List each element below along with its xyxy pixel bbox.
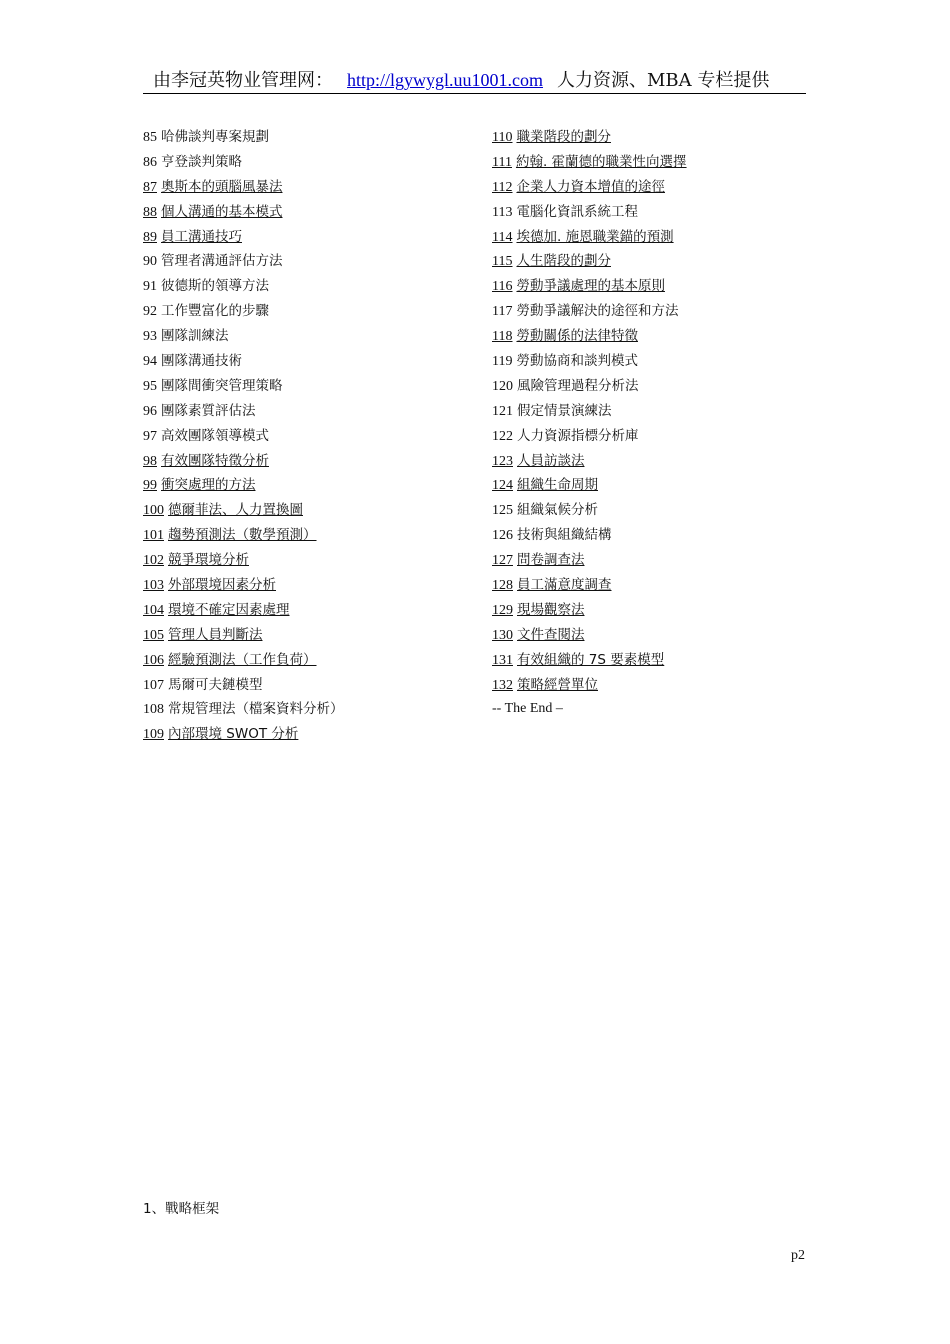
toc-item-title: 內部環境 SWOT 分析 <box>168 726 299 743</box>
toc-item-title: 員工滿意度調查 <box>517 577 612 594</box>
toc-item-title: 團隊訓練法 <box>161 328 229 345</box>
toc-item-number: 116 <box>492 279 513 295</box>
toc-item <box>143 349 344 374</box>
toc-item-number: 123 <box>492 453 513 469</box>
header-brand: 由李冠英物业管理网： <box>153 70 333 91</box>
toc-item-number: 131 <box>492 652 513 668</box>
toc-item-title: 風險管理過程分析法 <box>517 377 639 394</box>
header-tagline: 人力资源、MBA 专栏提供 <box>557 70 770 91</box>
toc-item-number: 119 <box>492 354 513 370</box>
toc-item-title: 勞動爭議解決的途徑和方法 <box>516 303 679 320</box>
toc-item-title: 有效團隊特徵分析 <box>161 452 269 469</box>
toc-item <box>143 324 344 349</box>
toc-item <box>492 349 687 374</box>
toc-item-title: 經驗預測法（工作負荷） <box>168 651 317 668</box>
toc-item-title: 技術與組織結構 <box>517 527 612 544</box>
toc-item-number: 93 <box>143 329 157 345</box>
toc-item-number: 130 <box>492 627 513 643</box>
toc-item-title: 彼德斯的領導方法 <box>161 278 269 295</box>
toc-item-number: 96 <box>143 403 157 419</box>
toc-item-number: 95 <box>143 378 157 394</box>
toc-item-number: 99 <box>143 478 157 494</box>
page-number: p2 <box>791 1248 805 1263</box>
toc-item[interactable] <box>492 548 687 573</box>
toc-item <box>143 274 344 299</box>
toc-item-title: 高效團隊領導模式 <box>161 427 269 444</box>
toc-item[interactable] <box>492 623 687 648</box>
toc-item-number: 127 <box>492 553 513 569</box>
toc-item-title: 趨勢預測法（數學預測） <box>168 527 317 544</box>
toc-item-title: 問卷調查法 <box>517 552 585 569</box>
toc-item-number: 113 <box>492 204 513 220</box>
toc-item-title: 現場觀察法 <box>517 601 585 618</box>
toc-item[interactable] <box>143 573 344 598</box>
toc-item[interactable] <box>143 498 344 523</box>
toc-item-number: 118 <box>492 329 513 345</box>
toc-item <box>492 523 687 548</box>
toc-item-number: 104 <box>143 602 164 618</box>
toc-item-title: 奧斯本的頭腦風暴法 <box>161 178 283 195</box>
toc-item[interactable] <box>492 598 687 623</box>
toc-item[interactable] <box>143 175 344 200</box>
toc-item[interactable] <box>492 449 687 474</box>
toc-item[interactable] <box>143 548 344 573</box>
toc-item-number: 90 <box>143 254 157 270</box>
toc-item-number: 89 <box>143 229 157 245</box>
toc-item-title: 約翰. 霍蘭德的職業性向選擇 <box>515 153 687 170</box>
toc-item-number: 88 <box>143 204 157 220</box>
end-marker: -- The End – <box>492 701 563 717</box>
toc-item[interactable] <box>143 523 344 548</box>
toc-item-number: 126 <box>492 528 513 544</box>
toc-item <box>492 498 687 523</box>
toc-item[interactable] <box>492 249 687 274</box>
toc-item-number: 132 <box>492 677 513 693</box>
toc-item[interactable] <box>492 175 687 200</box>
toc-item-number: 103 <box>143 578 164 594</box>
toc-item[interactable] <box>492 125 687 150</box>
toc-item-number: 121 <box>492 403 513 419</box>
toc-item <box>492 200 687 225</box>
toc-item[interactable] <box>492 225 687 250</box>
toc-item-number: 115 <box>492 254 513 270</box>
toc-item-title: 管理者溝通評估方法 <box>161 253 283 270</box>
toc-item[interactable] <box>143 623 344 648</box>
toc-item[interactable] <box>492 150 687 175</box>
toc-item[interactable] <box>492 648 687 673</box>
toc-item-title: 團隊素質評估法 <box>161 402 256 419</box>
toc-item <box>143 673 344 698</box>
toc-item-title: 勞動協商和談判模式 <box>516 353 638 370</box>
toc-item-number: 114 <box>492 229 513 245</box>
toc-item[interactable] <box>492 324 687 349</box>
toc-item <box>492 374 687 399</box>
toc-item-title: 有效組織的 7S 要素模型 <box>517 651 665 668</box>
toc-item-number: 124 <box>492 478 513 494</box>
toc-item-title: 亨登談判策略 <box>161 153 242 170</box>
toc-item-title: 員工溝通技巧 <box>161 228 242 245</box>
toc-item-number: 112 <box>492 179 513 195</box>
toc-item[interactable] <box>143 473 344 498</box>
toc-item[interactable] <box>143 648 344 673</box>
toc-item-title: 勞動爭議處理的基本原則 <box>516 278 665 295</box>
toc-item-title: 電腦化資訊系統工程 <box>516 203 638 220</box>
toc-item-title: 組織氣候分析 <box>517 502 598 519</box>
toc-item-number: 92 <box>143 304 157 320</box>
toc-item-title: 勞動關係的法律特徵 <box>516 328 638 345</box>
toc-item[interactable] <box>492 673 687 698</box>
toc-item-number: 86 <box>143 154 157 170</box>
toc-item-title: 德爾菲法、人力置換圖 <box>168 502 303 519</box>
toc-item-title: 團隊溝通技術 <box>161 353 242 370</box>
toc-item-title: 競爭環境分析 <box>168 552 249 569</box>
toc-item-number: 110 <box>492 130 513 145</box>
toc-item <box>143 697 344 722</box>
toc-item-number: 117 <box>492 304 513 320</box>
toc-item[interactable] <box>143 200 344 225</box>
toc-item-number: 128 <box>492 578 513 594</box>
toc-item <box>143 374 344 399</box>
toc-item-title: 人生階段的劃分 <box>516 253 611 270</box>
toc-item-number: 98 <box>143 453 157 469</box>
toc-item-title: 團隊間衝突管理策略 <box>161 377 283 394</box>
toc-item-number: 97 <box>143 428 157 444</box>
toc-left-column <box>143 125 344 747</box>
toc-item-title: 假定情景演練法 <box>517 402 612 419</box>
toc-item-title: 組織生命周期 <box>517 477 598 494</box>
toc-item <box>492 399 687 424</box>
toc-item-title: 管理人員判斷法 <box>168 626 263 643</box>
toc-item <box>143 399 344 424</box>
toc-item-number: 102 <box>143 553 164 569</box>
toc-item <box>143 299 344 324</box>
toc-item <box>492 424 687 449</box>
toc-item-title: 哈佛談判專案規劃 <box>161 129 269 145</box>
toc-item-number: 111 <box>492 154 512 170</box>
toc-item <box>143 150 344 175</box>
toc-item-number: 91 <box>143 279 157 295</box>
toc-item-title: 衝突處理的方法 <box>161 477 256 494</box>
toc-item-title: 職業階段的劃分 <box>516 129 611 145</box>
toc-item[interactable] <box>143 722 344 747</box>
toc-item-number: 85 <box>143 130 157 145</box>
toc-item-number: 109 <box>143 727 164 743</box>
toc-item[interactable] <box>492 573 687 598</box>
page-header <box>143 66 806 94</box>
toc-item-number: 87 <box>143 179 157 195</box>
toc-item-number: 122 <box>492 428 513 444</box>
toc-item-title: 人員訪談法 <box>517 452 585 469</box>
toc-item-number: 120 <box>492 378 513 394</box>
toc-item-number: 108 <box>143 702 164 718</box>
toc-item-title: 策略經營單位 <box>517 676 598 693</box>
toc-item-number: 125 <box>492 503 513 519</box>
toc-item-number: 107 <box>143 677 164 693</box>
toc-item[interactable] <box>143 225 344 250</box>
section-heading: 1、戰略框架 <box>143 1201 220 1217</box>
toc-item-title: 埃德加. 施恩職業錨的預測 <box>516 228 674 245</box>
toc-item-number: 100 <box>143 503 164 519</box>
toc-item-number: 94 <box>143 354 157 370</box>
toc-item[interactable] <box>143 449 344 474</box>
toc-item <box>492 299 687 324</box>
header-url-link[interactable]: http://lgywygl.uu1001.com <box>347 70 543 90</box>
toc-right-column <box>492 125 687 722</box>
toc-item[interactable] <box>143 598 344 623</box>
toc-item-title: 企業人力資本增值的途徑 <box>516 178 665 195</box>
toc-item <box>143 249 344 274</box>
toc-item-number: 105 <box>143 627 164 643</box>
toc-item-title: 馬爾可夫鏈模型 <box>168 676 263 693</box>
toc-item <box>143 424 344 449</box>
toc-item-title: 人力資源指標分析庫 <box>517 427 639 444</box>
toc-item[interactable] <box>492 274 687 299</box>
toc-item-number: 101 <box>143 528 164 544</box>
toc-item-title: 工作豐富化的步驟 <box>161 303 269 320</box>
toc-item-title: 常規管理法（檔案資料分析） <box>168 701 344 718</box>
toc-item-title: 環境不確定因素處理 <box>168 601 290 618</box>
toc-item-title: 文件查閱法 <box>517 626 585 643</box>
toc-item-number: 106 <box>143 652 164 668</box>
toc-item[interactable] <box>492 473 687 498</box>
toc-item-title: 外部環境因素分析 <box>168 577 276 594</box>
toc-item-number: 129 <box>492 602 513 618</box>
toc-item <box>143 125 344 150</box>
toc-item-title: 個人溝通的基本模式 <box>161 203 283 220</box>
